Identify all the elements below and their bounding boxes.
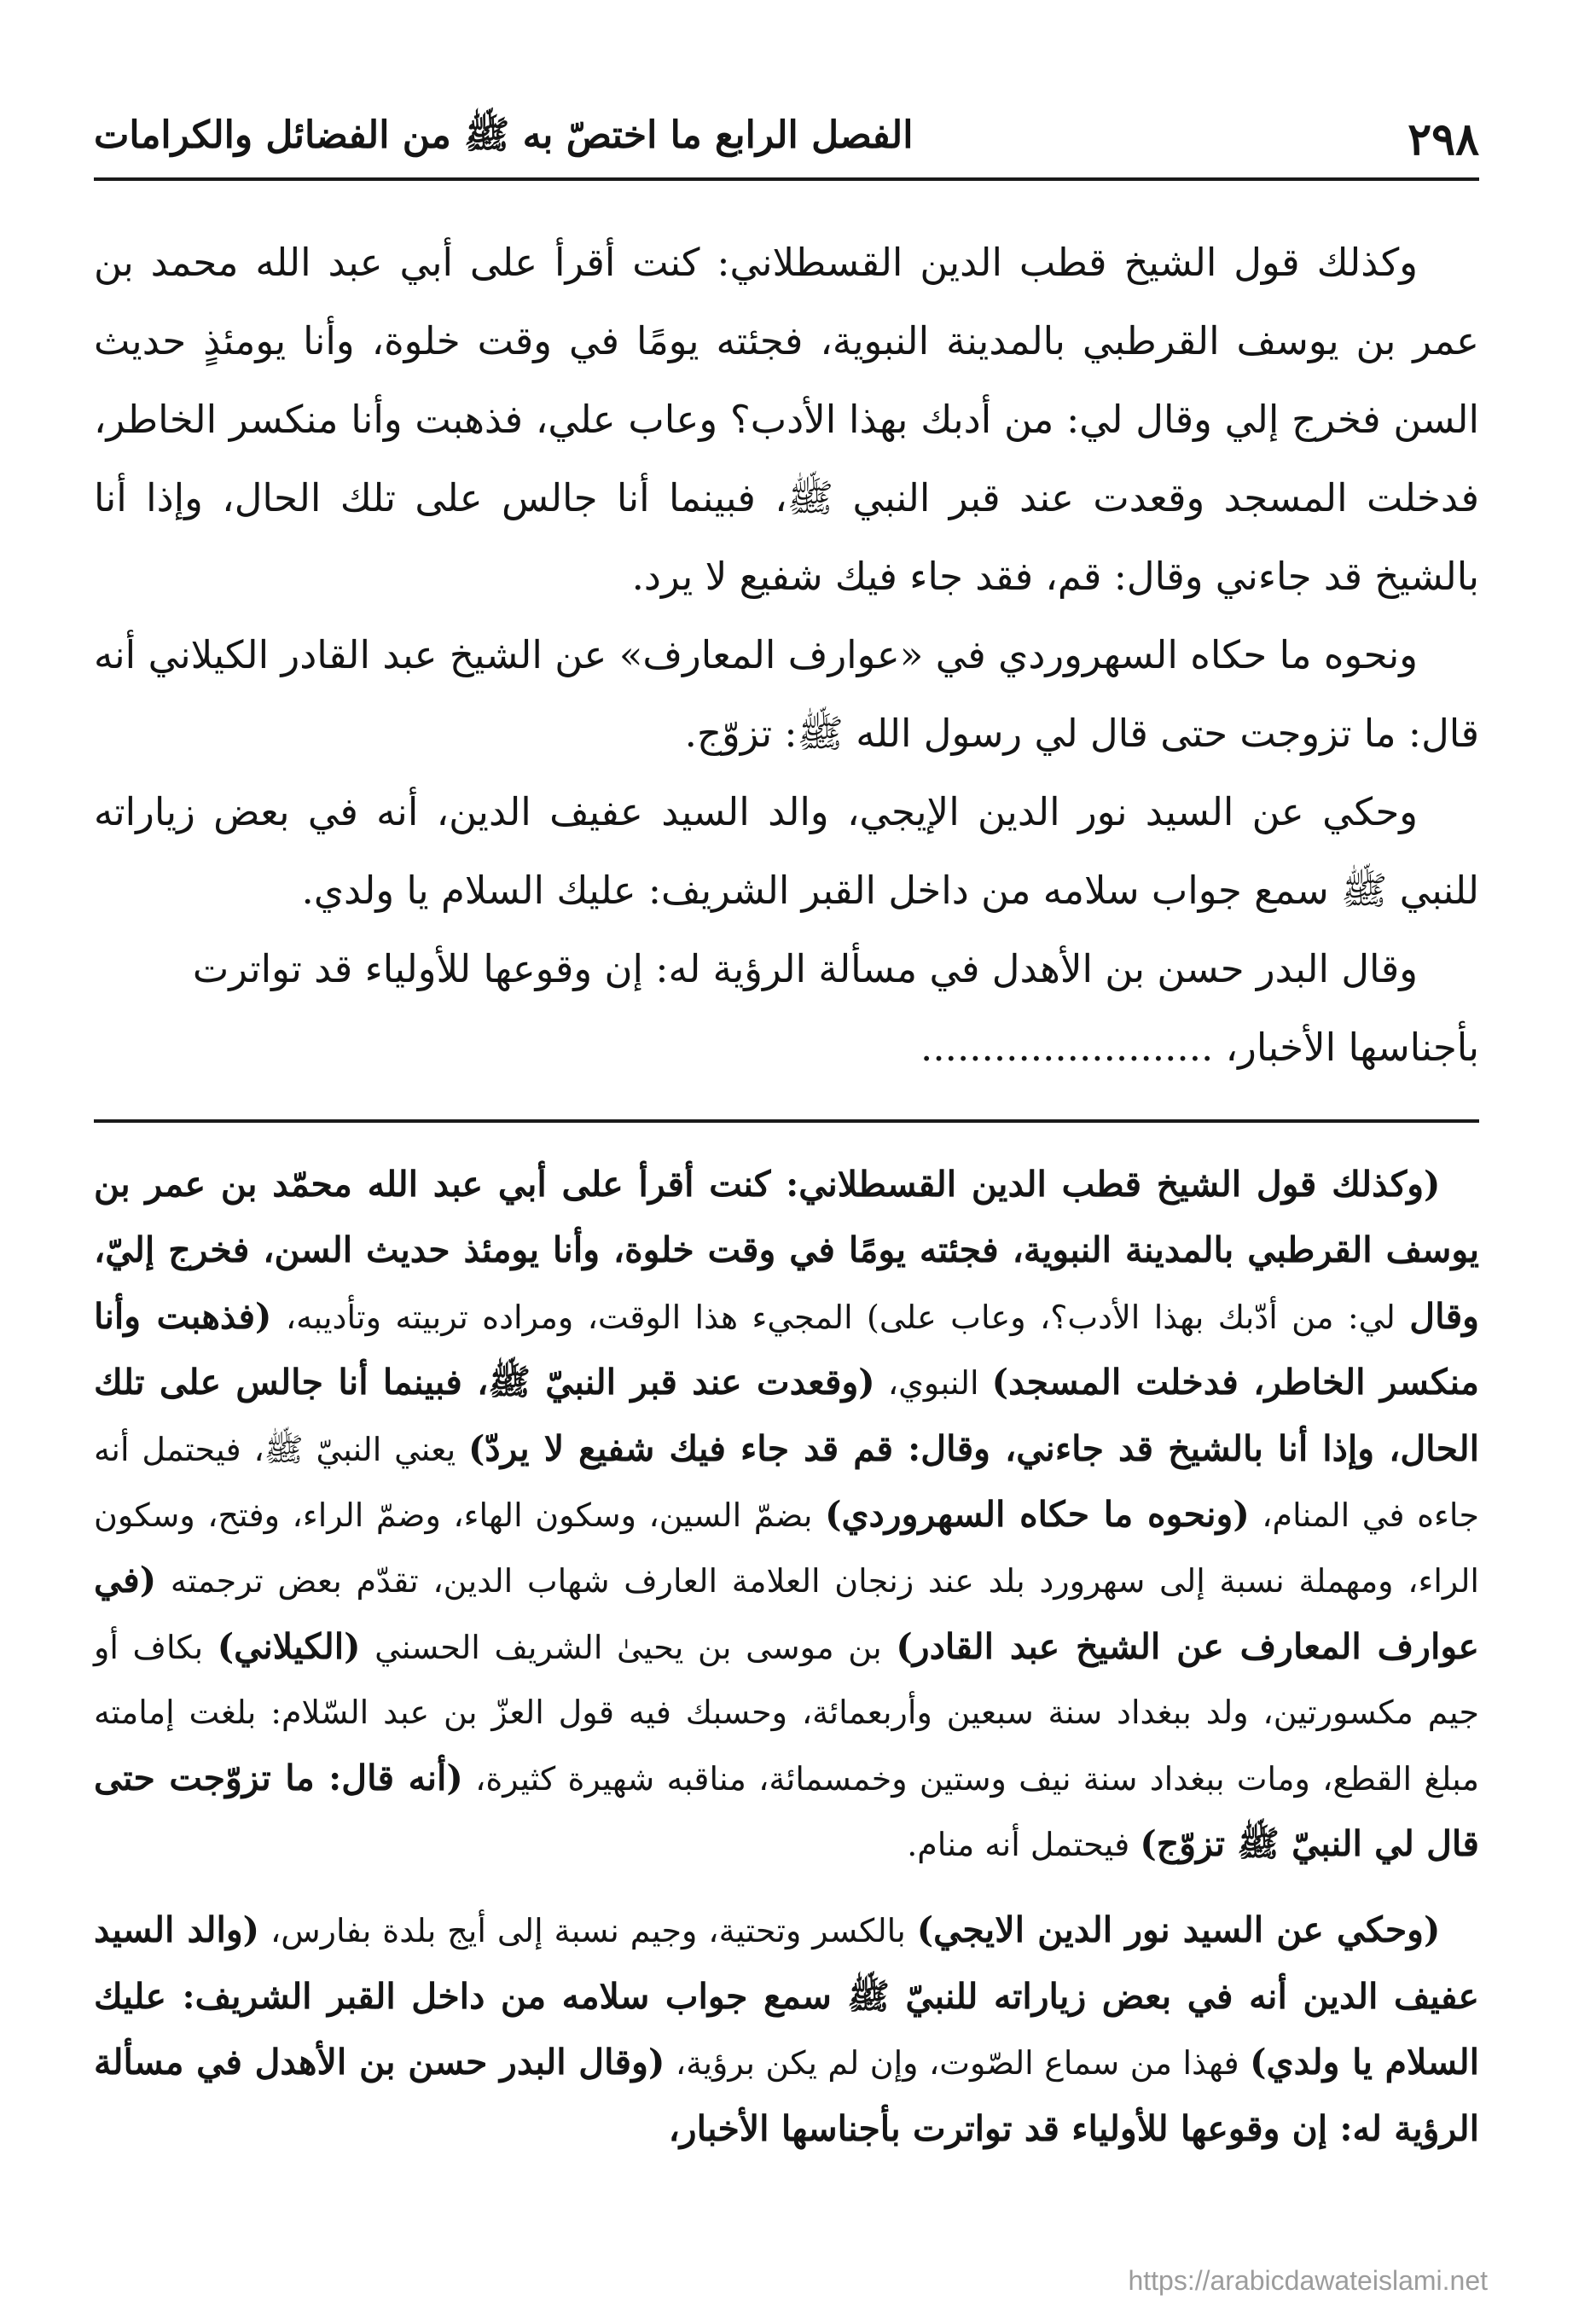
sharh-text: بضمّ السين، وسكون الهاء، وضمّ الراء، وفتح، وسكون الراء، ومهملة نسبة إلى سهرورد بلد عند زنجان العلامة العارف شهاب الدين، تقدّم بعض ترجمته (94, 1496, 1479, 1601)
sharh-text: بن موسى بن يحيىٰ الشريف الحسني (374, 1628, 882, 1666)
sharh-text: فيحتمل أنه منام. (907, 1826, 1130, 1864)
watermark-url: https://arabicdawateislami.net (1128, 2265, 1488, 2296)
quoted-matn: (وكذلك قول الشيخ قطب الدين القسطلاني: كنت أقرأ على أبي عبد الله محمّد بن عمر بن يوسف القرطبي بالمدينة النبوية، فجئته يومًا في وقت خلوة، وأنا يومئذ حديث السن، فخرج إليّ، وقال (94, 1164, 1479, 1337)
main-text (94, 224, 1479, 1087)
text-separator-line (94, 1119, 1479, 1123)
main-paragraph: وكذلك قول الشيخ قطب الدين القسطلاني: كنت أقرأ على أبي عبد الله محمد بن عمر بن يوسف القرطبي بالمدينة النبوية، فجئته يومًا في وقت خلوة، وأنا يومئذٍ حديث السن فخرج إلي وقال لي: من أدبك بهذا الأدب؟ وعاب علي، فذهبت وأنا منكسر الخاطر، فدخلت المسجد وقعدت عند قبر النبي ﷺ، فبينما أنا جالس على تلك الحال، وإذا أنا بالشيخ قد جاءني وقال: قم، فقد جاء فيك شفيع لا يرد. (94, 240, 1479, 599)
page-header (94, 101, 1479, 181)
quoted-matn: (وحكي عن السيد نور الدين الايجي) (916, 1909, 1441, 1951)
sharh-text: بالكسر وتحتية، وجيم نسبة إلى أيج بلدة بفارس، (270, 1912, 906, 1950)
commentary-text (94, 1152, 1479, 2162)
sharh-text: فهذا من سماع الصّوت، وإن لم يكن برؤية، (675, 2044, 1239, 2083)
main-paragraph: وحكي عن السيد نور الدين الإيجي، والد السيد عفيف الدين، أنه في بعض زياراته للنبي ﷺ سمع جواب سلامه من داخل القبر الشريف: عليك السلام يا ولدي. (94, 789, 1479, 913)
quoted-matn: (في عوارف المعارف عن الشيخ عبد القادر) (94, 1560, 1479, 1667)
main-paragraph-text: وقال البدر حسن بن الأهدل في مسألة الرؤية له: إن وقوعها للأولياء قد تواترت بأجناسها الأخبار، (192, 946, 1479, 1070)
sharh-text: النبوي، (887, 1364, 979, 1403)
sharh-text: بكاف أو جيم مكسورتين، ولد ببغداد سنة سبعين وأربعمائة، وحسبك فيه قول العزّ بن عبد السّلام: بلغت إمامته مبلغ القطع، ومات ببغداد سنة نيف وستين وخمسمائة، مناقبه شهيرة كثيرة، (94, 1628, 1479, 1798)
quoted-matn: (وقعدت عند قبر النبيّ ﷺ، فبينما أنا جالس على تلك الحال، وإذا أنا بالشيخ قد جاءني، وقال: قم قد جاء فيك شفيع لا يردّ) (94, 1362, 1479, 1469)
main-paragraph (94, 930, 1479, 1087)
commentary-paragraph (94, 1152, 1479, 1877)
commentary-paragraph (94, 1897, 1479, 2162)
page-number: ٢٩٨ (1408, 113, 1479, 166)
quoted-matn: (الكيلاني) (217, 1625, 361, 1667)
sharh-text: يعني النبيّ ﷺ، فيحتمل أنه جاءه في المنام، (94, 1430, 1479, 1535)
quoted-matn: (أنه قال: ما تزوّجت حتى قال لي النبيّ ﷺ تزوّج) (94, 1757, 1479, 1865)
sharh-text: لي: من أدّبك بهذا الأدب؟، وعاب على) المجيء هذا الوقت، ومراده تربيته وتأديبه، (285, 1298, 1396, 1336)
main-paragraph: ونحوه ما حكاه السهروردي في «عوارف المعارف» عن الشيخ عبد القادر الكيلاني أنه قال: ما تزوجت حتى قال لي رسول الله ﷺ: تزوّج. (94, 632, 1479, 756)
quoted-matn: (ونحوه ما حكاه السهروردي) (825, 1494, 1250, 1536)
quoted-matn: (والد السيد عفيف الدين أنه في بعض زياراته للنبيّ ﷺ سمع جواب سلامه من داخل القبر الشريف: عليك السلام يا ولدي) (94, 1909, 1479, 2083)
quoted-matn: (وقال البدر حسن بن الأهدل في مسألة الرؤية له: إن وقوعها للأولياء قد تواترت بأجناسها الأخبار، (94, 2042, 1479, 2149)
quoted-matn: (فذهبت وأنا منكسر الخاطر، فدخلت المسجد) (94, 1295, 1479, 1403)
running-title: الفصل الرابع ما اختصّ به ﷺ من الفضائل والكرامات (94, 113, 914, 157)
dot-leader: ........................ (920, 1025, 1214, 1070)
